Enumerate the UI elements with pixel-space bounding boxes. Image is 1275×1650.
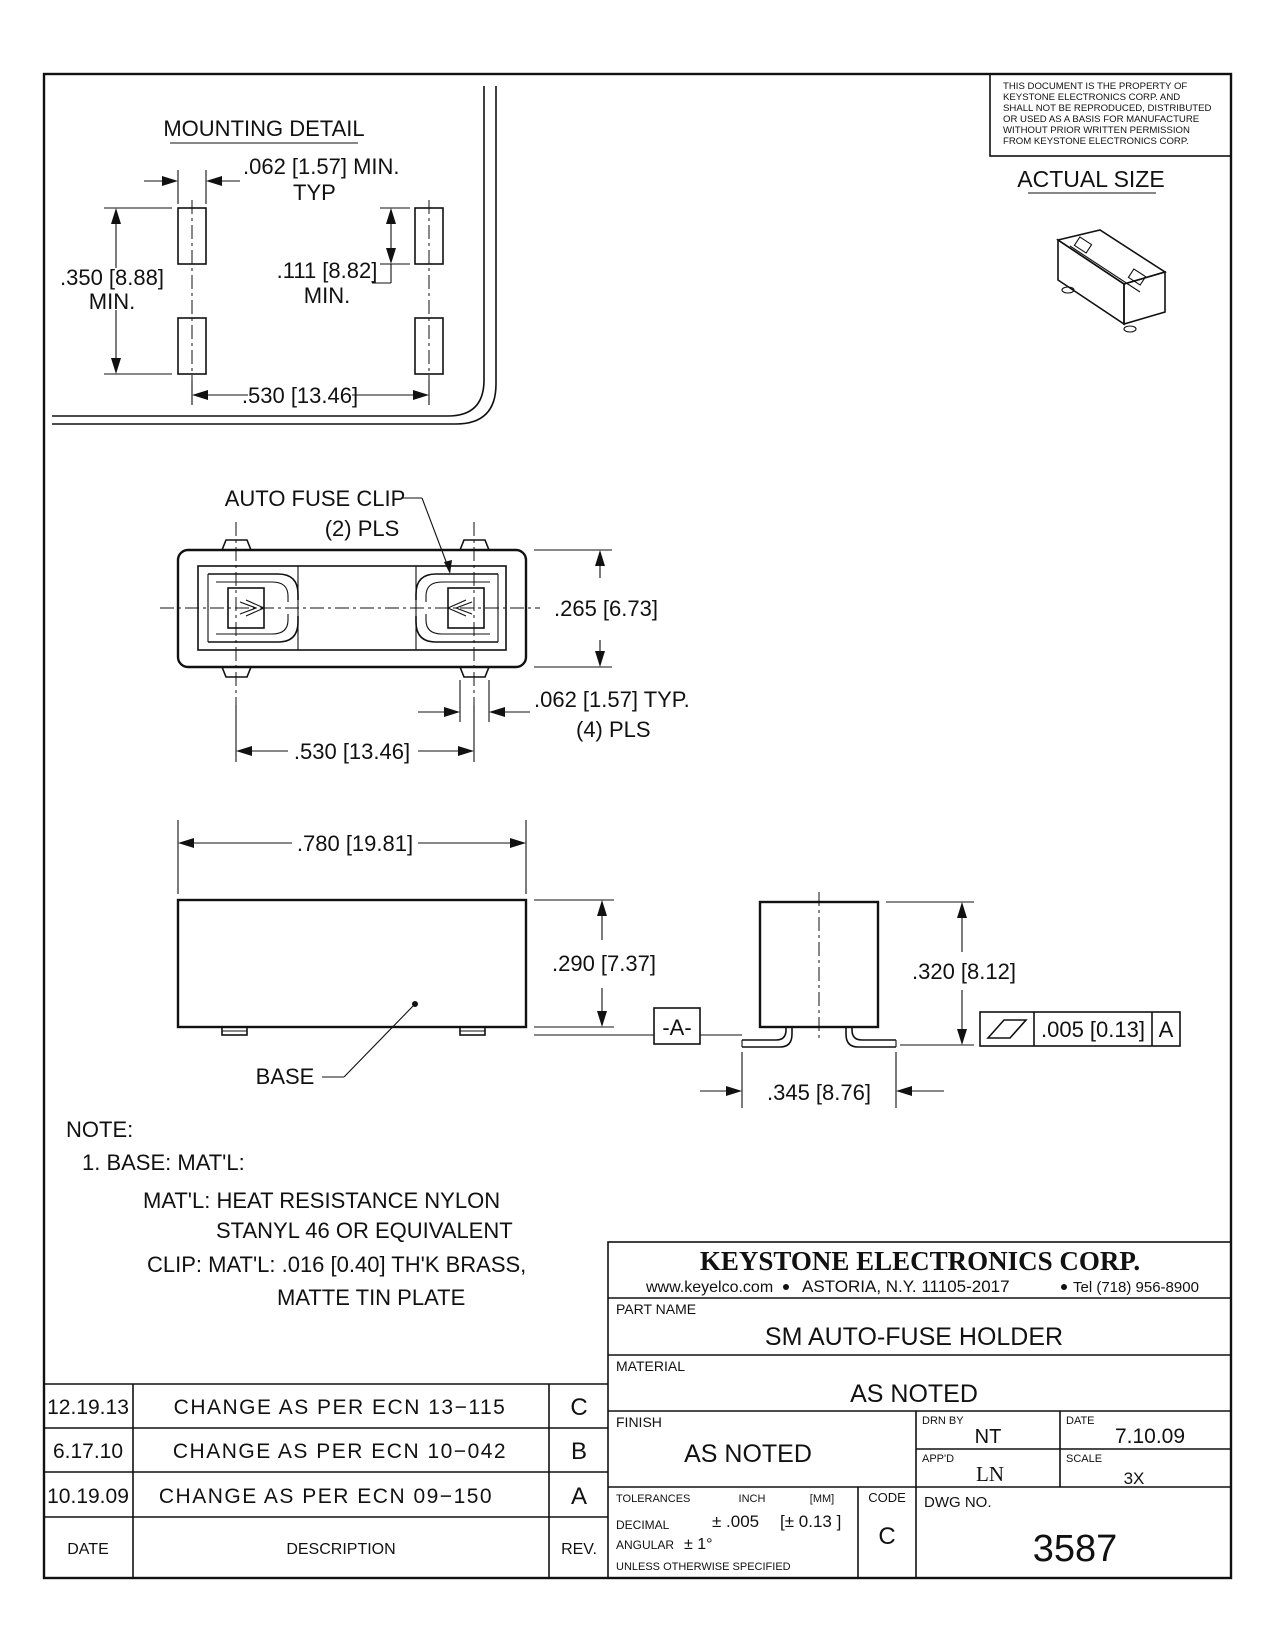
inch-label: INCH (738, 1493, 766, 1505)
pad-pitch-min: MIN. (88, 289, 136, 314)
mounting-detail-title: MOUNTING DETAIL (163, 116, 365, 141)
top-height-dim: .265 [6.73] (554, 596, 658, 621)
revision-letter: A (570, 1483, 588, 1510)
appd-value: LN (976, 1462, 1004, 1486)
base-label: BASE (255, 1064, 315, 1089)
notice-line: SHALL NOT BE REPRODUCED, DISTRIBUTED (1003, 103, 1212, 114)
revision-date: 10.19.09 (47, 1485, 129, 1508)
dwg-no-label: DWG NO. (924, 1494, 992, 1511)
revision-row (47, 1483, 587, 1510)
proprietary-notice (990, 74, 1231, 156)
revision-row (47, 1394, 588, 1421)
actual-size (1017, 166, 1165, 332)
fcf-datum: A (1158, 1017, 1174, 1042)
pad-gap-min: MIN. (303, 283, 351, 308)
pad-pitch-dim: .350 [8.88] (60, 265, 164, 290)
dwg-no-value: 3587 (1032, 1528, 1118, 1570)
side-height-dim: .290 [7.37] (552, 951, 656, 976)
scale-value: 3X (1123, 1469, 1145, 1488)
scale-label: SCALE (1066, 1453, 1103, 1465)
datum-a-label: -A- (662, 1015, 692, 1040)
pad-span-dim: .530 [13.46] (241, 383, 359, 408)
mm-label: [MM] (809, 1493, 835, 1505)
revision-letter: C (570, 1394, 588, 1421)
notice-line: KEYSTONE ELECTRONICS CORP. AND (1003, 92, 1181, 103)
decimal-inch: ± .005 (712, 1512, 760, 1531)
part-name: SM AUTO-FUSE HOLDER (764, 1323, 1064, 1351)
notes-base-line-1: MAT'L: HEAT RESISTANCE NYLON (143, 1188, 501, 1213)
notes (66, 1117, 526, 1310)
unless-label: UNLESS OTHERWISE SPECIFIED (616, 1561, 791, 1573)
drn-by-value: NT (974, 1426, 1002, 1448)
side-view (178, 820, 742, 1089)
clip-label: AUTO FUSE CLIP (224, 486, 406, 511)
code-value: C (878, 1523, 896, 1550)
side-length-dim: .780 [19.81] (296, 831, 414, 856)
revision-header-rev: REV. (561, 1541, 597, 1558)
pad-gap-dim: .111 [8.82] (276, 258, 378, 283)
revision-description: CHANGE AS PER ECN 13−115 (173, 1396, 507, 1419)
revision-header-date: DATE (67, 1541, 109, 1558)
revision-description: CHANGE AS PER ECN 09−150 (158, 1485, 494, 1508)
tolerances-label: TOLERANCES (616, 1493, 691, 1505)
sheet-border (44, 74, 1231, 1578)
notice-line: THIS DOCUMENT IS THE PROPERTY OF (1003, 81, 1188, 92)
revision-table (44, 1384, 608, 1578)
end-view (700, 892, 1180, 1108)
revision-header-description: DESCRIPTION (286, 1541, 396, 1558)
top-view (160, 486, 690, 764)
tab-qty: (4) PLS (576, 717, 651, 742)
actual-size-isometric (1058, 230, 1165, 332)
decimal-mm: [± 0.13 ] (780, 1512, 842, 1531)
material-label: MATERIAL (616, 1358, 685, 1374)
revision-description: CHANGE AS PER ECN 10−042 (172, 1440, 508, 1463)
angular-label: ANGULAR (616, 1538, 675, 1552)
notes-clip-line-1: CLIP: MAT'L: .016 [0.40] TH'K BRASS, (147, 1252, 527, 1277)
finish-label: FINISH (616, 1414, 662, 1430)
company-phone: Tel (718) 956-8900 (1073, 1279, 1199, 1296)
revision-letter: B (570, 1438, 588, 1465)
clip-qty: (2) PLS (324, 516, 400, 541)
actual-size-label: ACTUAL SIZE (1017, 166, 1165, 192)
pad-width-dim: .062 [1.57] MIN. (243, 154, 400, 179)
mounting-detail (52, 86, 496, 424)
fcf-tolerance: .005 [0.13] (1041, 1017, 1145, 1042)
end-height-dim: .320 [8.12] (912, 959, 1016, 984)
notes-base-line-2: STANYL 46 OR EQUIVALENT (216, 1218, 513, 1243)
side-view-body (178, 900, 526, 1027)
finish-value: AS NOTED (684, 1440, 812, 1468)
tab-span-dim: .530 [13.46] (293, 739, 411, 764)
revision-date: 12.19.13 (47, 1396, 129, 1419)
flatness-symbol-icon (988, 1020, 1026, 1038)
appd-label: APP'D (922, 1453, 955, 1465)
notice-line: OR USED AS A BASIS FOR MANUFACTURE (1003, 114, 1200, 125)
tab-width-dim: .062 [1.57] TYP. (534, 687, 690, 712)
decimal-label: DECIMAL (616, 1518, 670, 1532)
notes-item-1: 1. BASE: MAT'L: (82, 1150, 245, 1175)
title-block (608, 1242, 1231, 1578)
angular-value: ± 1° (684, 1536, 713, 1553)
date-value: 7.10.09 (1114, 1425, 1186, 1448)
date-label: DATE (1066, 1415, 1095, 1427)
notice-line: WITHOUT PRIOR WRITTEN PERMISSION (1003, 125, 1190, 136)
drn-by-label: DRN BY (922, 1415, 964, 1427)
pad-width-typ: TYP (293, 180, 336, 205)
company-name: KEYSTONE ELECTRONICS CORP. (699, 1246, 1141, 1276)
part-name-label: PART NAME (616, 1301, 697, 1317)
code-label: CODE (868, 1490, 906, 1505)
notes-clip-line-2: MATTE TIN PLATE (277, 1285, 466, 1310)
notes-heading: NOTE: (66, 1117, 134, 1142)
end-width-dim: .345 [8.76] (767, 1080, 871, 1105)
material-value: AS NOTED (850, 1380, 978, 1408)
notice-line: FROM KEYSTONE ELECTRONICS CORP. (1003, 136, 1189, 147)
revision-date: 6.17.10 (52, 1440, 124, 1463)
company-address: ASTORIA, N.Y. 11105-2017 (802, 1277, 1010, 1296)
company-website: www.keyelco.com (646, 1279, 774, 1296)
feature-control-frame (980, 1012, 1180, 1046)
